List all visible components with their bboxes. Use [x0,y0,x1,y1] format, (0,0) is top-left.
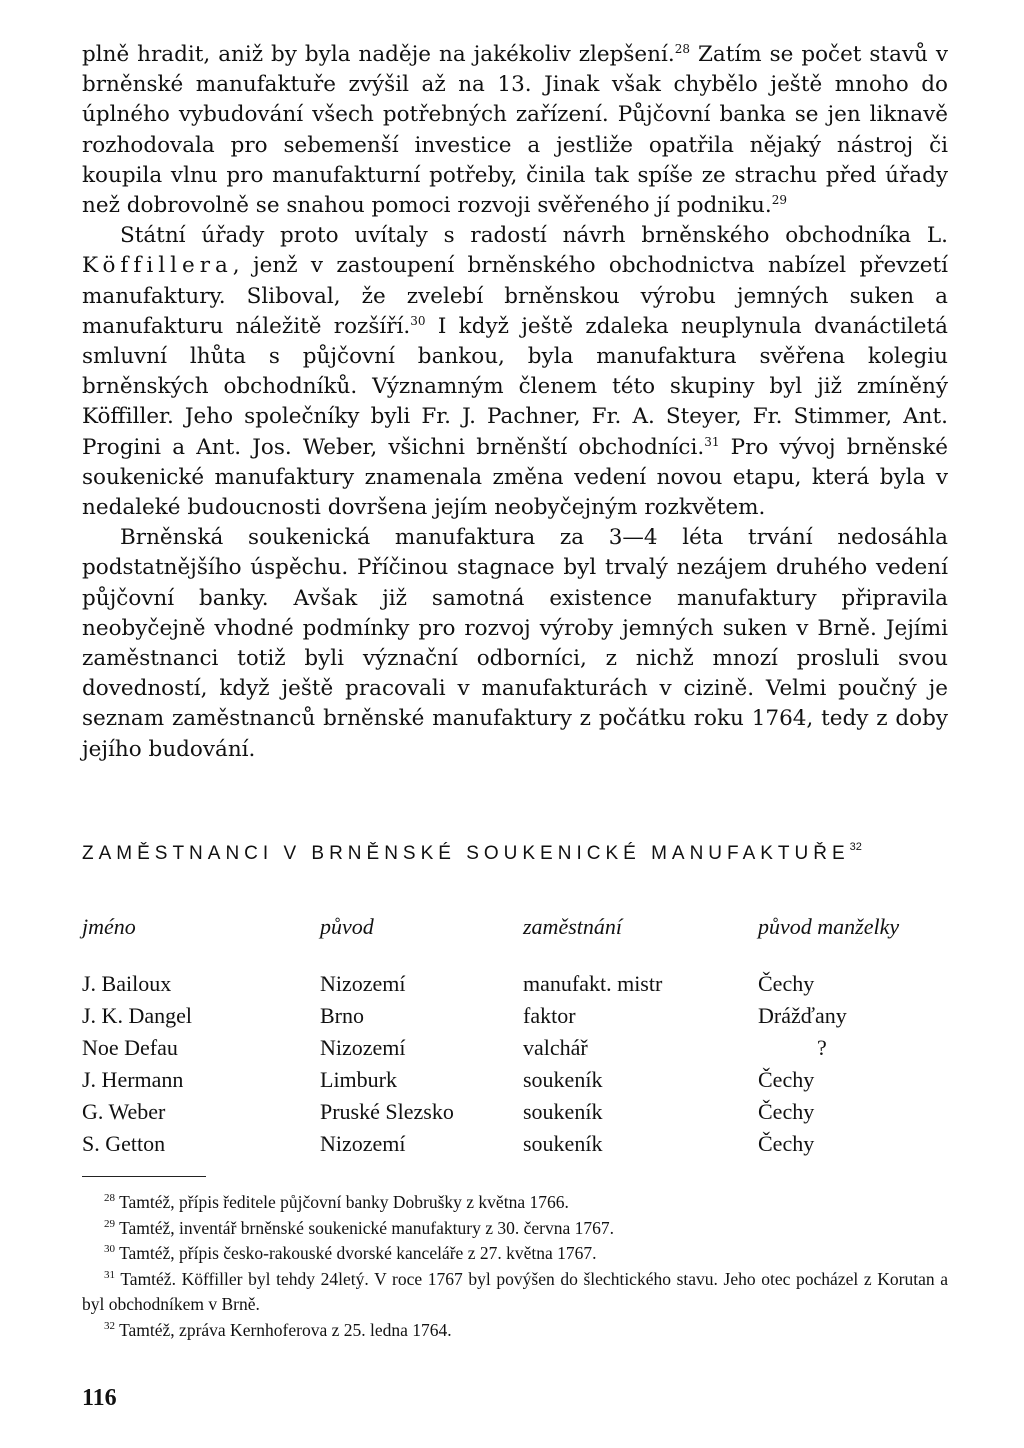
text-run: I když ještě zdaleka neuplynula dvanáctiletá smluvní lhůta s půjčovní bankou, byla manufaktura svěřena kolegiu brněnských obchodníků. Významným členem této skupiny byl již zmíněný Köffiller. Jeho společníky byli Fr. J. Pachner, Fr. A. Steyer, Fr. Stimmer, Ant. Progini a Ant. Jos. Weber, všichni brněnští obchodníci. [82,313,948,460]
cell-origin: Limburk [320,1067,397,1092]
footnote-28 [82,1190,948,1216]
cell-occupation: faktor [523,1003,576,1028]
cell-origin: Nizozemí [320,971,406,996]
cell-name: S. Getton [82,1131,166,1156]
footnote-text: Tamtéž, přípis česko-rakouské dvorské kanceláře z 27. května 1767. [119,1243,597,1263]
footnote-number: 30 [104,1243,115,1255]
footnote-text: Tamtéž. Köffiller byl tehdy 24letý. V roce 1767 byl povýšen do šlechtického stavu. Jeho otec pocházel z Korutan a byl obchodníkem v Brně. [82,1268,948,1314]
cell-name: Noe Defau [82,1035,178,1060]
paragraph-1 [82,40,948,221]
cell-occupation: valchář [523,1035,588,1060]
cell-occupation: manufakt. mistr [523,971,663,996]
footnote-31 [82,1267,948,1318]
footnote-ref-32: 32 [849,841,862,853]
cell-spouse-origin: ? [817,1035,827,1060]
cell-occupation: soukeník [523,1067,603,1092]
text-run: Státní úřady proto uvítaly s radostí návrh brněnského obchodníka L. [120,223,948,249]
footnote-32 [82,1318,948,1344]
cell-name: J. Bailoux [82,971,172,996]
footnote-30 [82,1241,948,1267]
header-spouse-origin: původ manželky [758,914,900,939]
cell-spouse-origin: Čechy [758,1067,815,1092]
paragraph-2 [82,221,948,523]
footnote-divider [82,1176,206,1177]
footnote-ref-29: 29 [771,193,788,208]
header-origin: původ [320,914,374,939]
footnote-number: 28 [104,1192,115,1204]
header-occupation: zaměstnání [523,914,622,939]
footnote-number: 29 [104,1217,115,1230]
cell-origin: Nizozemí [320,1131,406,1156]
footnote-ref-31: 31 [704,434,720,449]
page-number: 116 [82,1385,117,1411]
paragraph-3: Brněnská soukenická manufaktura za 3—4 léta trvání nedosáhla podstatnějšího úspěchu. Příčinou stagnace byl trvalý nezájem druhého vedení půjčovní banky. Avšak již samotná existence manufaktury připravila neobyčejně vhodné podmínky pro rozvoj výroby jemných suken v Brně. Jejími zaměstnanci totiž byli význační odborníci, z nichž mnozí prosluli svou dovedností, když ještě pracovali v manufakturách v cizině. Velmi poučný je seznam zaměstnanců brněnské manufaktury z počátku roku 1764, tedy z doby jejího budování. [82,525,948,762]
cell-occupation: soukeník [523,1131,603,1156]
footnote-number: 31 [104,1268,115,1281]
cell-origin: Brno [320,1003,364,1028]
footnote-ref-30: 30 [410,313,426,328]
cell-spouse-origin: Čechy [758,971,815,996]
text-run: Pro vývoj brněnské soukenické manufaktury znamenala změna vedení novou etapu, která byla v nedaleké budoucnosti dovršena jejím neobyčejným rozkvětem. [82,434,948,521]
footnote-text: Tamtéž, přípis ředitele půjčovní banky Dobrušky z května 1766. [119,1192,569,1212]
text-run: Zatím se počet stavů v brněnské manufaktuře zvýšil až na 13. Jinak však chybělo ještě mnoho do úplného vybudování všech potřebných zařízení. Půjčovní banka se jen liknavě rozhodovala pro sebemenší investice a jestliže opatřila nějaký nástroj či koupila vlnu pro manufakturní potřeby, činila tak spíše ze strachu před úřady než dobrovolně se snahou pomoci rozvoji svěřeného jí podniku. [82,42,948,219]
cell-spouse-origin: Drážďany [758,1003,847,1028]
cell-name: G. Weber [82,1099,166,1124]
footnote-text: Tamtéž, inventář brněnské soukenické manufaktury z 30. června 1767. [119,1217,614,1238]
footnote-text: Tamtéž, zpráva Kernhoferova z 25. ledna 1764. [119,1319,452,1340]
cell-name: J. Hermann [82,1067,184,1092]
cell-occupation: soukeník [523,1099,603,1124]
cell-origin: Pruské Slezsko [320,1099,454,1124]
footnote-ref-28: 28 [674,42,690,56]
cell-name: J. K. Dangel [82,1003,192,1028]
table-title-text: ZAMĚSTNANCI V BRNĚNSKÉ SOUKENICKÉ MANUFAKTUŘE [82,843,850,864]
footnote-29 [82,1216,948,1242]
cell-origin: Nizozemí [320,1035,406,1060]
footnotes [82,1190,948,1343]
spaced-name: Köffillera [82,253,233,279]
header-name: jméno [82,914,136,939]
table-title [82,843,962,865]
footnote-number: 32 [104,1319,115,1332]
text-run: , jenž v zastoupení brněnského obchodnictva nabízel převzetí manufaktury. Sliboval, že zvelebí brněnskou výrobu jemných suken a manufakturu náležitě rozšíří. [82,253,948,339]
cell-spouse-origin: Čechy [758,1099,815,1124]
text-run: plně hradit, aniž by byla naděje na jakékoliv zlepšení. [82,42,675,67]
cell-spouse-origin: Čechy [758,1131,815,1156]
main-text [82,40,948,765]
